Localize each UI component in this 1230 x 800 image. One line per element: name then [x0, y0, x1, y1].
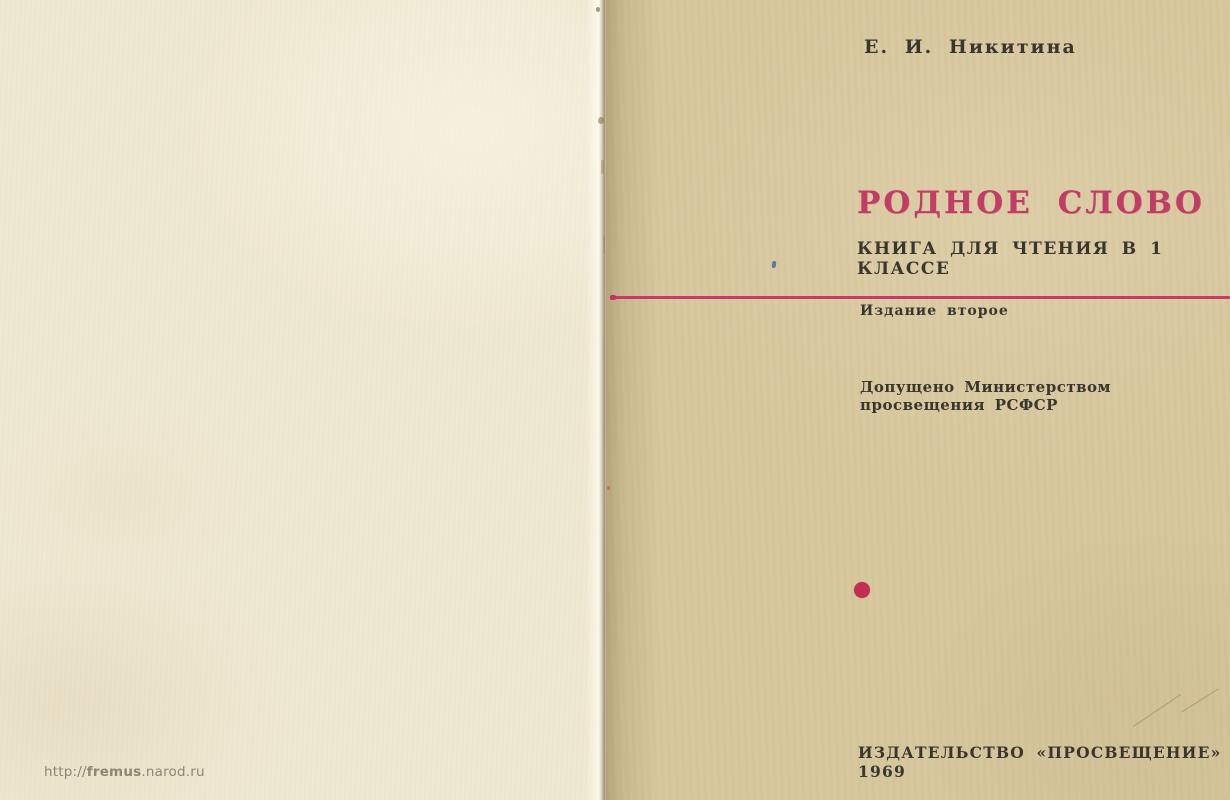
paper-speck — [601, 160, 604, 174]
paper-speck — [598, 117, 604, 124]
watermark-site: fremus — [86, 764, 142, 780]
author-name: Е. И. Никитина — [864, 36, 1077, 58]
edition-note: Издание второе — [860, 303, 1009, 319]
left-blank-page — [0, 0, 606, 800]
accent-rule — [610, 296, 1230, 299]
paper-speck — [603, 236, 605, 254]
accent-dot — [854, 582, 870, 598]
watermark-url — [44, 764, 205, 780]
publisher-imprint: ИЗДАТЕЛЬСТВО «ПРОСВЕЩЕНИЕ» 1969 — [858, 743, 1222, 781]
book-subtitle: КНИГА ДЛЯ ЧТЕНИЯ В 1 КЛАССЕ — [857, 239, 1164, 279]
watermark-prefix: http:// — [44, 764, 87, 780]
approval-note: Допущено Министерством просвещения РСФСР — [860, 378, 1112, 414]
paper-speck — [607, 486, 610, 490]
paper-speck — [596, 7, 600, 12]
book-title: РОДНОЕ СЛОВО — [857, 185, 1205, 221]
watermark-suffix: .narod.ru — [141, 764, 205, 780]
